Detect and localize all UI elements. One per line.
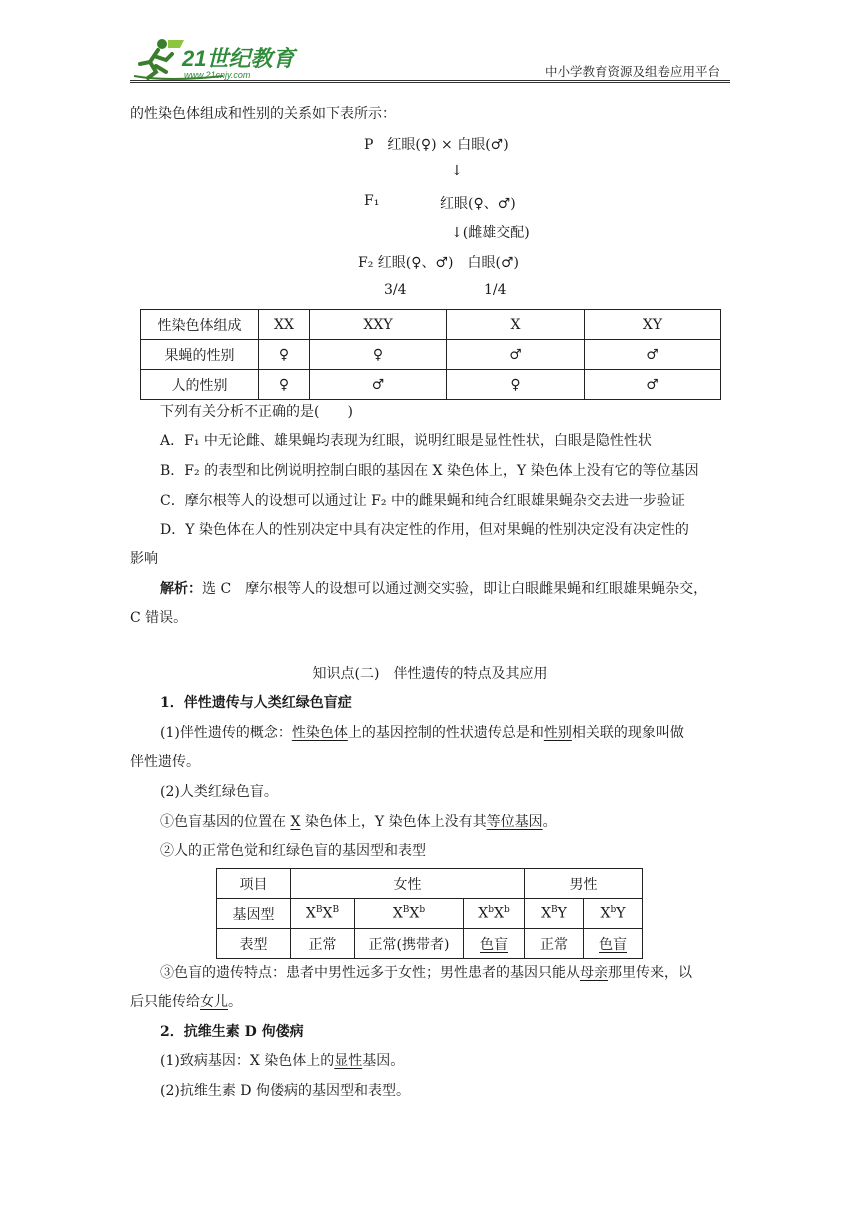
table-cell: ♂ [585,370,721,400]
section-1-heading: 1．伴性遗传与人类红绿色盲症 [160,695,352,711]
text-run: 相关联的现象叫做 [571,725,684,741]
table-cell: XY [585,310,721,340]
s2-p2: (2)抗维生素 D 佝偻病的基因型和表型。 [160,1083,410,1099]
text-run: (1)伴性遗传的概念： [160,725,292,741]
answer-blank: 性别 [543,725,572,741]
table-cell: ♂ [310,370,447,400]
table-row [141,310,721,340]
answer-blank: 等位基因 [486,814,543,830]
table-cell: ♀ [259,340,310,370]
option-a: A．F₁ 中无论雌、雄果蝇均表现为红眼，说明红眼是显性性状，白眼是隐性性状 [160,433,652,449]
svg-text:21世纪教育: 21世纪教育 [182,46,295,71]
s1-p2: (2)人类红绿色盲。 [160,784,278,800]
s1-p4: ②人的正常色觉和红绿色盲的基因型和表型 [160,843,426,859]
text-run: ①色盲基因的位置在 [160,814,291,830]
s1-p5-line2 [130,991,242,1011]
site-logo [128,36,298,82]
s1-p1-line1 [160,722,684,742]
table-cell: ♂ [447,340,585,370]
table-cell: X [447,310,585,340]
text-run: 后只能传给 [130,994,200,1010]
cross-ratio-white: 1/4 [484,282,507,298]
table-cell: 果蝇的性别 [141,340,259,370]
option-d-line2: 影响 [130,551,158,567]
answer-blank: X [290,814,301,830]
s1-p3 [160,811,557,831]
text-run: 染色体上，Y 染色体上没有其 [300,814,487,830]
table-cell [464,929,525,959]
table-cell: XX [259,310,310,340]
table-cell: ♀ [447,370,585,400]
table-row [141,370,721,400]
platform-name: 中小学教育资源及组卷应用平台 [544,64,720,79]
table-cell: 男性 [525,869,643,899]
table-cell: 人的性别 [141,370,259,400]
option-c: C．摩尔根等人的设想可以通过让 F₂ 中的雌果蝇和纯合红眼雄果蝇杂交去进一步验证 [160,493,685,509]
question-stem: 下列有关分析不正确的是( ) [160,404,353,420]
section-2-heading: 2．抗维生素 D 佝偻病 [160,1024,304,1040]
table-cell: ♂ [585,340,721,370]
table-cell [584,929,643,959]
analysis-label: 解析： [160,581,202,597]
analysis-text: 选 C 摩尔根等人的设想可以通过测交实验，即让白眼雌果蝇和红眼雄果蝇杂交， [202,581,708,597]
runner-logo-icon [128,36,298,82]
cross-f2-line: F₂ 红眼(♀、♂) 白眼(♂) [358,255,519,271]
table-cell: 女性 [291,869,525,899]
header-divider-thin [130,82,730,83]
sex-chromosome-table [140,309,721,400]
table-cell: 表型 [217,929,291,959]
genotype-xbxb-recessive: $X^bX^b$ [464,899,525,929]
cross-arrow-2: ↓(雌雄交配) [451,225,530,241]
table-cell: 正常 [291,929,355,959]
answer-blank: 显性 [334,1053,363,1069]
genotype-xbxb-carrier: $X^BX^b$ [355,899,464,929]
answer-blank: 女儿 [200,994,228,1010]
genotype-xby-normal: $X^BY$ [525,899,584,929]
genotype-xby-colorblind: $X^bY$ [584,899,643,929]
genotype-xbxb-dominant: $X^BX^B$ [291,899,355,929]
option-d-line1: D．Y 染色体在人的性别决定中具有决定性的作用，但对果蝇的性别决定没有决定性的 [160,522,689,538]
text-run: 基因。 [362,1053,405,1069]
s1-p5-line1 [160,962,692,982]
analysis-line1 [160,578,707,598]
analysis-line2: C 错误。 [130,610,188,626]
section-title: 知识点(二) 伴性遗传的特点及其应用 [312,666,548,682]
header-divider [130,80,730,81]
text-run: 上的基因控制的性状遗传总是和 [347,725,544,741]
intro-text: 的性染色体组成和性别的关系如下表所示： [130,106,396,122]
cross-arrow-1: ↓ [451,163,463,179]
option-b: B．F₂ 的表型和比例说明控制白眼的基因在 X 染色体上，Y 染色体上没有它的等位基因 [160,463,699,479]
table-cell: XXY [310,310,447,340]
table-row [217,929,643,959]
s2-p1 [160,1050,404,1070]
cross-f1-value: 红眼(♀、♂) [440,196,516,212]
table-row [217,869,643,899]
color-blindness-table [216,868,643,959]
cross-f1-label: F₁ [364,193,380,209]
table-cell: 性染色体组成 [141,310,259,340]
text-run: ③色盲的遗传特点：患者中男性远多于女性；男性患者的基因只能从 [160,965,580,981]
table-cell: 正常(携带者) [355,929,464,959]
s1-p1-line2: 伴性遗传。 [130,754,200,770]
text-run: 那里传来，以 [608,965,692,981]
cross-ratio-red: 3/4 [384,282,407,298]
table-cell: 基因型 [217,899,291,929]
cross-p-line: P 红眼(♀) × 白眼(♂) [364,137,509,153]
answer-blank: 色盲 [599,936,627,953]
text-run: 。 [228,994,242,1010]
answer-blank: 色盲 [480,936,508,953]
answer-blank: 母亲 [580,965,608,981]
table-cell: ♀ [310,340,447,370]
table-row [217,899,643,929]
table-row [141,340,721,370]
text-run: (1)致病基因：X 染色体上的 [160,1053,335,1069]
text-run: 。 [542,814,557,830]
answer-blank: 性染色体 [291,725,348,741]
svg-text:www.21cnjy.com: www.21cnjy.com [184,70,251,80]
table-cell: 项目 [217,869,291,899]
table-cell: 正常 [525,929,584,959]
table-cell: ♀ [259,370,310,400]
